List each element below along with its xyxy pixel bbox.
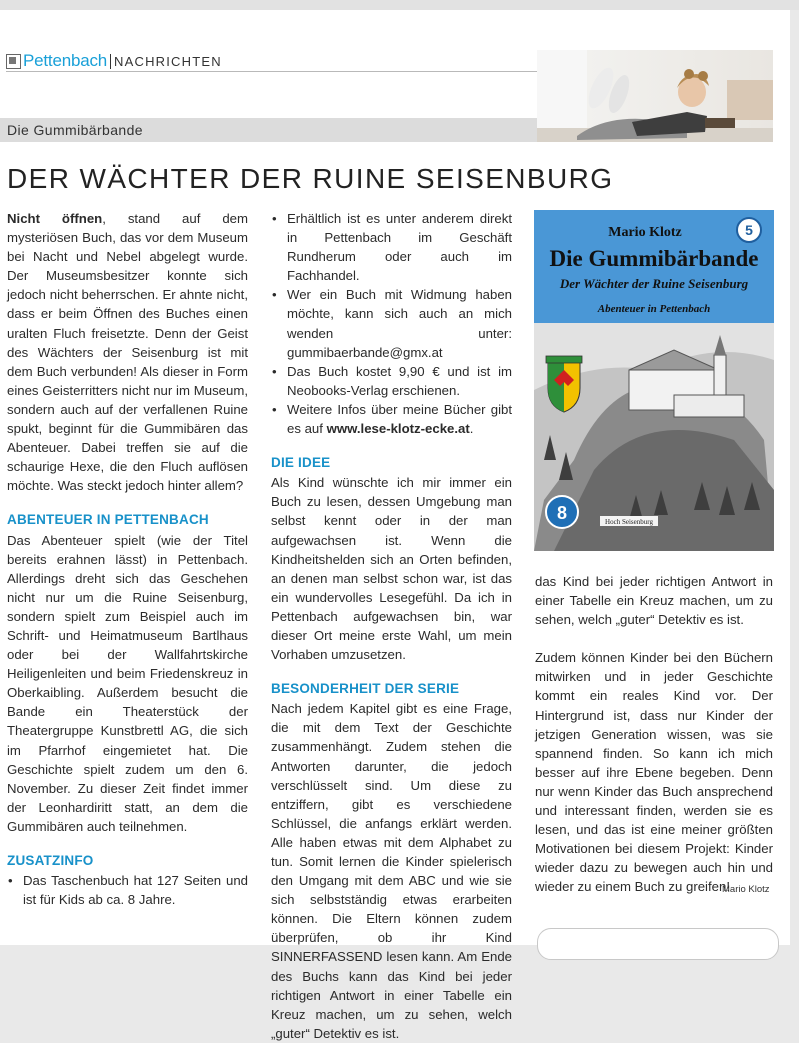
serie-paragraph: Nach jedem Kapitel gibt es eine Frage, die mit dem Text der Geschichte zusammenhängt. Zudem stehen die Antworten darunter, die jedoch verschlüsselt sind. Um diese zu entziffern, gibt es verschiedene Schlüssel, die anfangs erklärt werden. Alle haben etwas mit dem Alphabet zu tun. Somit lernen die Kinder spielerisch den Umgang mit dem ABC und wie sie sich selbstständig etwas erarbeiten können. Die Eltern können zudem überprüfen, ob ihr Kind SINNERFASSEND lesen kann. Am Ende des Buchs kann das Kind bei jeder richtigen Antwort in einer Tabelle ein Kreuz machen, um zu sehen, welch „guter“ Detektiv es ist. bbox=[271, 701, 512, 1041]
idee-heading: DIE IDEE bbox=[271, 455, 331, 471]
abenteuer-paragraph: Das Abenteuer spielt (wie der Titel bereits erahnen lässt) in Pettenbach. Allerdings dreht sich das Geschehen nicht nur um die Ruine Seisenburg, sondern spielt zum Beispiel auch im Schrift- und Heimatmuseum Bartlhaus oder bei der Wallfahrtskirche Heiligenleiten und beim Friedenskreuz in Oberkaibling. Außerdem besucht die Bande ein Theaterstück der Theatergruppe Kunstbrettl AG, die sich im Pfarrhof eingemietet hat. Die Geschichte spielt zudem um den 6. November. Zu dieser Zeit findet immer der Leonhardiritt statt, an dem die Gummibären auch teilnehmen. bbox=[7, 532, 248, 834]
zusatzinfo-heading: ZUSATZINFO bbox=[7, 853, 94, 868]
column-3 bbox=[535, 572, 773, 897]
section-name: NACHRICHTEN bbox=[114, 53, 222, 69]
zusatzinfo-bullet: • Das Taschenbuch hat 127 Seiten und ist für Kids ab ca. 8 Jahre. bbox=[7, 871, 248, 909]
brand-separator bbox=[110, 54, 111, 69]
page-top-shadow bbox=[0, 0, 799, 10]
zusatzinfo-bullet: • Erhältlich ist es unter anderem direkt in Pettenbach im Geschäft Rundherum oder auch im Fachhandel. bbox=[271, 209, 512, 285]
volume-number-bottom: 8 bbox=[556, 503, 568, 523]
book-title: Die Gummibärbande bbox=[549, 246, 759, 271]
idee-paragraph: Als Kind wünschte ich mir immer ein Buch zu lesen, dessen Umgebung man selbst kennt oder in der man aufgewachsen ist. Wenn die Kindheitshelden sich an Orten befinden, an denen man selbst schon war, ist das ein wundervolles Lesegefühl. Da ich in Pettenbach aufgewachsen bin, war dieser Ort meine erste Wahl, um mein Vorhaben umzusetzen. bbox=[271, 475, 512, 663]
header-rule bbox=[6, 71, 546, 72]
intro-lead: Nicht öffnen bbox=[7, 211, 103, 226]
reading-girl-photo bbox=[537, 50, 773, 142]
zusatzinfo-bullet-website bbox=[271, 400, 512, 438]
website-prefix: Weitere Infos über meine Bücher gibt es auf bbox=[287, 401, 512, 437]
serie-paragraph-continued: das Kind bei jeder richtigen Antwort in einer Tabelle ein Kreuz machen, um zu sehen, welch „guter“ Detektiv es ist. bbox=[535, 574, 773, 628]
header-brand bbox=[6, 51, 222, 71]
column-1 bbox=[7, 209, 248, 909]
zusatzinfo-bullet: • Das Buch kostet 9,90 € und ist im Neobooks-Verlag erschienen. bbox=[271, 362, 512, 400]
coat-of-arms-icon bbox=[6, 54, 21, 69]
brand-name: Pettenbach bbox=[23, 51, 108, 70]
book-tagline: Abenteuer in Pettenbach bbox=[597, 303, 711, 315]
serie-paragraph-2: Zudem können Kinder bei den Büchern mitwirken und in jeder Geschichte kommt ein reales Kind vor. Der Hintergrund ist, dass nur Kinder der jetzigen Generation wissen, was sie spannend finden. So kann ich mich besser auf ihre Ebene begeben. Denn nur wenn Kinder das Buch ansprechend und interessant finden, werden sie es lesen, und das ist eine meiner größten Motivationen bei diesem Projekt: Kinder wieder dazu zu bewegen auch hin und wieder zu einem Buch zu greifen! bbox=[535, 650, 773, 895]
book-engraving-caption: Hoch Seisenburg bbox=[605, 518, 653, 526]
abenteuer-heading: ABENTEUER IN PETTENBACH bbox=[7, 512, 209, 528]
volume-number-top: 5 bbox=[745, 222, 753, 238]
website-suffix: . bbox=[469, 421, 474, 437]
bottom-tab bbox=[537, 928, 779, 960]
topic-label: Die Gummibärbande bbox=[7, 122, 143, 138]
author-signature: Mario Klotz bbox=[722, 884, 770, 895]
serie-heading: BESONDERHEIT DER SERIE bbox=[271, 681, 460, 697]
book-author: Mario Klotz bbox=[608, 225, 682, 240]
intro-text: , stand auf dem mysteriösen Buch, das vor dem Museum bei Nacht und Nebel abgelegt wurde. Der Museumsbesitzer konnte sich jedoch nicht beherrschen. Er ahnte nicht, dass er beim Öffnen des Buches einen uralten Fluch freisetzte. Denn der Geist des Wächters der Seisenburg ist mit dem Buch verbunden! Als dieser in Form eines Geisterritters nicht nur im Museum, sondern auch auf der verfallenen Ruine spukt, beginnt für die Gummibären das Abenteuer. Dabei treffen sie auf die schaurige Hexe, die den Fluch auflösen möchte. Was steckt jedoch hinter allem? bbox=[7, 211, 248, 494]
book-subtitle: Der Wächter der Ruine Seisenburg bbox=[559, 276, 749, 291]
column-2 bbox=[271, 209, 512, 1041]
book-cover bbox=[534, 210, 774, 551]
topic-bar bbox=[0, 118, 548, 142]
article-headline: DER WÄCHTER DER RUINE SEISENBURG bbox=[7, 163, 614, 194]
website-link[interactable]: www.lese-klotz-ecke.at bbox=[326, 421, 470, 437]
intro-paragraph bbox=[7, 209, 248, 495]
zusatzinfo-bullet: • Wer ein Buch mit Widmung haben möchte, kann sich auch an mich wenden unter: gummibaerbande@gmx.at bbox=[271, 285, 512, 361]
